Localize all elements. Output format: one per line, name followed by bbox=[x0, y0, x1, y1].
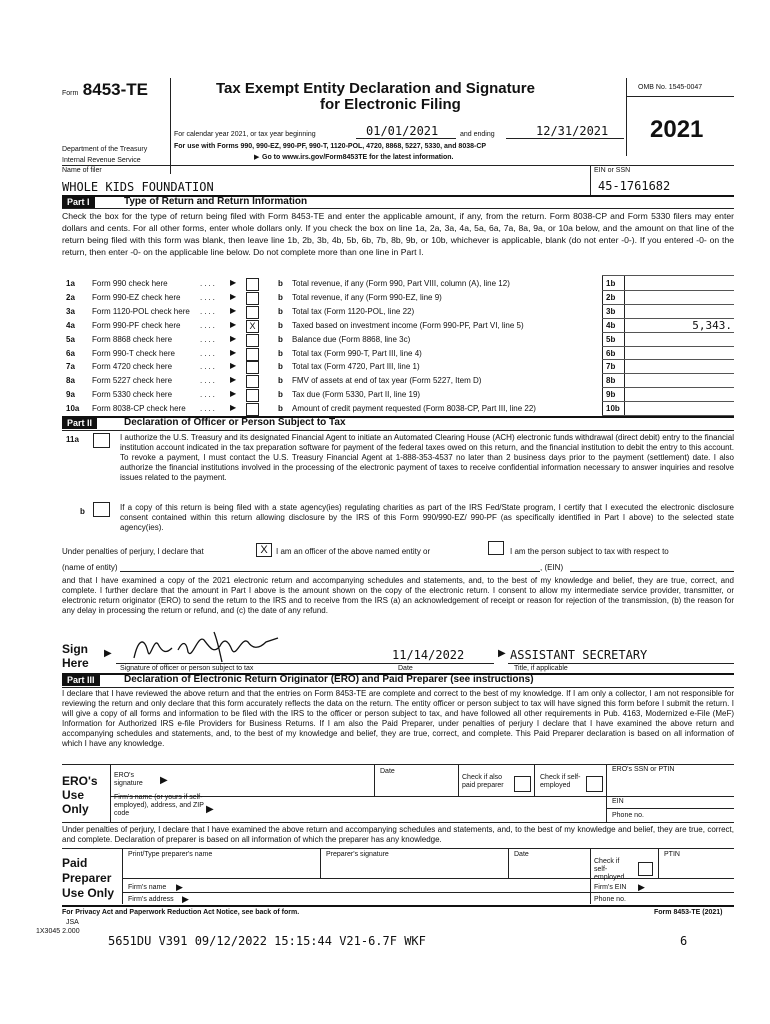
line-b-number: 8b bbox=[606, 376, 616, 385]
part1-label: Part I bbox=[62, 196, 95, 208]
ero-self-employed-label: Check if self-employed bbox=[540, 774, 581, 789]
perjury-start: Under penalties of perjury, I declare that bbox=[62, 547, 204, 556]
line-11a-checkbox[interactable] bbox=[93, 433, 110, 448]
line-a-number: 3a bbox=[66, 307, 75, 316]
line-b-text: Total revenue, if any (Form 990-EZ, line 9) bbox=[292, 293, 442, 302]
line-b-text: Balance due (Form 8868, line 3c) bbox=[292, 335, 411, 344]
amount-row-line bbox=[602, 401, 734, 402]
irs: Internal Revenue Service bbox=[62, 157, 141, 164]
ero-phone-label: Phone no. bbox=[612, 812, 644, 819]
amount-row-line bbox=[602, 275, 734, 276]
line-11a-number: 11a bbox=[66, 435, 79, 444]
line-b-number: 5b bbox=[606, 335, 616, 344]
line-a-text: Form 5227 check here bbox=[92, 376, 173, 385]
part3-title-suffix: (see instructions) bbox=[450, 674, 534, 685]
form-code: 1X3045 2.000 bbox=[36, 928, 80, 935]
part1-title: Type of Return and Return Information bbox=[124, 196, 308, 207]
sign-date[interactable]: 11/14/2022 bbox=[392, 648, 465, 662]
line-a-dots: .... bbox=[200, 362, 217, 371]
page-number: 6 bbox=[680, 934, 688, 948]
line-a-dots: .... bbox=[200, 321, 217, 330]
line-a-checkbox[interactable] bbox=[246, 348, 259, 361]
dept-treasury: Department of the Treasury bbox=[62, 146, 148, 153]
tax-year-text: For calendar year 2021, or tax year beginning bbox=[174, 131, 316, 138]
ero-declaration: I declare that I have reviewed the above return and that the entries on Form 8453-TE are complete and correct to the best of my knowledge. If I am only a collector, I am not responsible for reviewing the return and only declare that this form accurately reflects the data on the return. The entity officer or person subject to tax will have signed this form before I submit the return. I will give a copy of all forms and information to be filed with the IRS to the officer or person subject to tax, and have followed all other requirements in Pub. 4163, Modernized e-File (MeF) Information for Authorized IRS e-file Providers for Business Returns. If I am also the Paid Preparer, under penalties of perjury I declare that I have examined the above return and accompanying schedules and statements, and, to the best of my knowledge and belief, they are true, correct, and complete. This Paid Preparer declaration is based on all information of which I have any knowledge. bbox=[62, 689, 734, 748]
form-word: Form bbox=[62, 90, 79, 97]
officer-declaration: and that I have examined a copy of the 2021 electronic return and accompanying schedules and statements, and, to the best of my knowledge and belief, they are true, correct, and complete. I further declare that the amount in Part I above is the amount shown on the copy of the electronic return. I consent to allow my intermediate service provider, transmitter, or electronic return originator (ERO) to send the return to the IRS and to receive from the IRS (a) an acknowledgement of receipt or reason for rejection of the transmission, (b) the reason for any delay in processing the return or refund, and (c) the date of any refund. bbox=[62, 576, 734, 615]
line-a-number: 2a bbox=[66, 293, 75, 302]
line-b-letter: b bbox=[278, 349, 283, 358]
part1-instructions: Check the box for the type of return being filed with Form 8453-TE and enter the applicable amount, if any, from the return. Form 8038-CP and Form 5330 filers may enter dollars and cents. For all other forms, enter whole dollars only. If you check the box on line 1a, 2a, 3a, 4a, 5a, 6a, 7a, 8a, 9a, or 10a below, and the amount on that line of the return being filed with this form was blank, then leave line 1b, 2b, 3b, 4b, 5b, 6b, 7b, 8b, 9b, or 10b, whichever is applicable, blank (do not enter -0-). If you entered -0- on the return, then enter -0- on the applicable line below. Do not complete more than one line in Part I. bbox=[62, 211, 734, 257]
paid-title1: Paid bbox=[62, 856, 88, 870]
preparer-self-employed-box[interactable] bbox=[638, 862, 653, 876]
ero-date-label: Date bbox=[380, 768, 395, 775]
ero-ssn-label: ERO's SSN or PTIN bbox=[612, 766, 675, 773]
entity-ein-label: , (EIN) bbox=[540, 563, 564, 572]
ending-text: and ending bbox=[460, 131, 495, 138]
amount-row-line bbox=[602, 387, 734, 388]
firms-ein-label: Firm's EIN bbox=[594, 884, 627, 891]
line-a-dots: .... bbox=[200, 335, 217, 344]
ein-label: EIN or SSN bbox=[594, 167, 631, 174]
ptin-label: PTIN bbox=[664, 851, 680, 858]
arrow-icon: ▶ bbox=[254, 154, 260, 161]
line-b-number: 6b bbox=[606, 349, 616, 358]
paid-title2: Preparer bbox=[62, 871, 112, 885]
privacy-notice: For Privacy Act and Paperwork Reduction Act Notice, see back of form. bbox=[62, 909, 300, 916]
line-b-number: 1b bbox=[606, 279, 616, 288]
paid-title3: Use Only bbox=[62, 886, 115, 900]
omb-number: OMB No. 1545-0047 bbox=[638, 84, 703, 91]
officer-signature bbox=[128, 630, 328, 664]
ero-title3: Only bbox=[62, 802, 89, 816]
sign-here-line1: Sign bbox=[62, 642, 88, 656]
form-number-block bbox=[62, 80, 148, 100]
line-a-checkbox[interactable] bbox=[246, 278, 259, 291]
preparer-signature-label: Preparer's signature bbox=[326, 851, 389, 858]
preparer-phone-label: Phone no. bbox=[594, 896, 626, 903]
check-arrow-icon: ▶ bbox=[230, 334, 237, 343]
line-b-text: Total tax (Form 4720, Part III, line 1) bbox=[292, 362, 420, 371]
firms-name-label: Firm's name bbox=[128, 884, 167, 891]
line-a-dots: .... bbox=[200, 307, 217, 316]
part3-label: Part III bbox=[62, 674, 100, 686]
ero-signature-label: ERO's signature bbox=[114, 772, 143, 787]
line-a-checkbox[interactable] bbox=[246, 361, 259, 374]
line-a-checkbox[interactable] bbox=[246, 403, 259, 416]
line-a-dots: .... bbox=[200, 404, 217, 413]
line-b-number: 9b bbox=[606, 390, 616, 399]
ero-sig-arrow-icon: ▶ bbox=[160, 775, 168, 786]
line-a-number: 1a bbox=[66, 279, 75, 288]
line-b-number: 10b bbox=[606, 404, 620, 413]
check-arrow-icon: ▶ bbox=[230, 278, 237, 287]
line-b-letter: b bbox=[278, 293, 283, 302]
sign-here-line2: Here bbox=[62, 656, 89, 670]
tax-year: 2021 bbox=[650, 116, 704, 143]
line-a-text: Form 990-T check here bbox=[92, 349, 175, 358]
firms-address-label: Firm's address bbox=[128, 896, 174, 903]
line-a-number: 5a bbox=[66, 335, 75, 344]
line-a-number: 9a bbox=[66, 390, 75, 399]
line-a-dots: .... bbox=[200, 390, 217, 399]
amount-row-line bbox=[602, 373, 734, 374]
line-b-letter: b bbox=[278, 362, 283, 371]
line-a-dots: .... bbox=[200, 376, 217, 385]
amount-row-line bbox=[602, 290, 734, 291]
person-text: I am the person subject to tax with respect to bbox=[510, 547, 669, 556]
ero-title1: ERO's bbox=[62, 774, 98, 788]
person-checkbox[interactable] bbox=[488, 541, 504, 555]
line-a-text: Form 8038-CP check here bbox=[92, 404, 186, 413]
line-a-checkbox[interactable] bbox=[246, 334, 259, 347]
line-a-number: 8a bbox=[66, 376, 75, 385]
officer-checkbox[interactable]: X bbox=[256, 543, 272, 557]
line-a-dots: .... bbox=[200, 349, 217, 358]
line-b-letter: b bbox=[278, 307, 283, 316]
amount-row-line bbox=[602, 332, 734, 333]
line-a-checkbox[interactable] bbox=[246, 306, 259, 319]
line-b-number: 4b bbox=[606, 321, 616, 330]
signature-label: Signature of officer or person subject to tax bbox=[120, 665, 254, 672]
line-b-text: Total tax (Form 990-T, Part III, line 4) bbox=[292, 349, 422, 358]
line-11b-checkbox[interactable] bbox=[93, 502, 110, 517]
part2-label: Part II bbox=[62, 417, 97, 429]
officer-text: I am an officer of the above named entity or bbox=[276, 547, 431, 556]
part2-title: Declaration of Officer or Person Subject to Tax bbox=[124, 417, 346, 428]
line-11b-text: If a copy of this return is being filed with a state agency(ies) regulating charities as part of the IRS Fed/State program, I certify that I executed the electronic disclosure consent contained within this return allowing disclosure by the IRS of this Form 990/990-EZ/ 990-PF (as specifically identified in Part I above) to the selected state agency(ies). bbox=[120, 503, 734, 532]
name-of-filer-label: Name of filer bbox=[62, 167, 102, 174]
line-b-text: FMV of assets at end of tax year (Form 5227, Item D) bbox=[292, 376, 482, 385]
ero-title2: Use bbox=[62, 788, 85, 802]
end-date: 12/31/2021 bbox=[536, 124, 609, 138]
begin-date: 01/01/2021 bbox=[366, 124, 439, 138]
date-label: Date bbox=[398, 665, 413, 672]
filer-ein[interactable]: 45-1761682 bbox=[598, 179, 671, 193]
firms-ein-arrow-icon: ▶ bbox=[638, 882, 645, 892]
amount-row-line bbox=[602, 346, 734, 347]
line-a-dots: .... bbox=[200, 279, 217, 288]
form-title-line1: Tax Exempt Entity Declaration and Signature bbox=[216, 80, 535, 97]
line-11b-number: b bbox=[80, 507, 85, 516]
title-arrow-icon: ▶ bbox=[498, 648, 506, 659]
firms-name-arrow-icon: ▶ bbox=[176, 882, 183, 892]
check-arrow-icon: ▶ bbox=[230, 348, 237, 357]
part3-title bbox=[124, 674, 534, 685]
preparer-perjury: Under penalties of perjury, I declare that I have examined the above return and accompanying schedules and statements, and, to the best of my knowledge and belief, they are true, correct, and complete. Declaration of preparer is based on all information of which the preparer has any knowledge. bbox=[62, 825, 734, 844]
line-a-dots: .... bbox=[200, 293, 217, 302]
processing-stamp: 5651DU V391 09/12/2022 15:15:44 V21-6.7F WKF bbox=[108, 934, 426, 948]
line-b-amount[interactable]: 5,343. bbox=[692, 319, 732, 332]
line-b-letter: b bbox=[278, 321, 283, 330]
form-number: 8453-TE bbox=[82, 80, 148, 99]
line-a-number: 7a bbox=[66, 362, 75, 371]
name-of-entity-label: (name of entity) bbox=[62, 563, 118, 572]
line-b-letter: b bbox=[278, 376, 283, 385]
firms-address-arrow-icon: ▶ bbox=[182, 894, 189, 904]
ero-check-also-box[interactable] bbox=[514, 776, 531, 792]
line-a-checkbox[interactable] bbox=[246, 292, 259, 305]
ero-self-employed-box[interactable] bbox=[586, 776, 603, 792]
line-a-text: Form 8868 check here bbox=[92, 335, 173, 344]
line-a-text: Form 990-PF check here bbox=[92, 321, 181, 330]
line-11a-text: I authorize the U.S. Treasury and its designated Financial Agent to initiate an Automated Clearing House (ACH) electronic funds withdrawal (direct debit) entry to the financial institution account indicated in the tax preparation software for payment of the federal taxes owed on this return, and the financial institution to debit the entry to this account. To revoke a payment, I must contact the U.S. Treasury Financial Agent at 1-888-353-4537 no later than 2 business days prior to the payment (settlement) date. I also authorize the financial institutions involved in the processing of the electronic payment of taxes to receive confidential information necessary to answer inquiries and resolve issues related to the payment. bbox=[120, 433, 734, 482]
check-arrow-icon: ▶ bbox=[230, 375, 237, 384]
line-b-text: Total tax (Form 1120-POL, line 22) bbox=[292, 307, 415, 316]
line-a-number: 10a bbox=[66, 404, 80, 413]
line-a-checkbox[interactable]: X bbox=[246, 320, 259, 333]
line-a-number: 6a bbox=[66, 349, 75, 358]
ero-firm-arrow-icon: ▶ bbox=[206, 804, 214, 815]
line-b-letter: b bbox=[278, 335, 283, 344]
check-arrow-icon: ▶ bbox=[230, 320, 237, 329]
form-title-line2: for Electronic Filing bbox=[320, 96, 461, 113]
amount-row-line bbox=[602, 359, 734, 360]
amount-row-line bbox=[602, 304, 734, 305]
check-arrow-icon: ▶ bbox=[230, 403, 237, 412]
line-b-number: 2b bbox=[606, 293, 616, 302]
ero-check-also-label: Check if also paid preparer bbox=[462, 774, 504, 789]
sign-arrow-icon: ▶ bbox=[104, 648, 112, 659]
preparer-self-employed-label: Check if self-employed bbox=[594, 858, 625, 881]
jsa-label: JSA bbox=[66, 919, 79, 926]
line-b-number: 7b bbox=[606, 362, 616, 371]
preparer-date-label: Date bbox=[514, 851, 529, 858]
form-reference: Form 8453-TE (2021) bbox=[654, 909, 723, 916]
line-a-text: Form 1120-POL check here bbox=[92, 307, 190, 316]
go-to-text: Go to www.irs.gov/Form8453TE for the latest information. bbox=[262, 154, 454, 161]
ero-firm-label: Firm's name (or yours if self-employed), address, and ZIP code bbox=[114, 794, 204, 817]
line-b-letter: b bbox=[278, 390, 283, 399]
line-b-text: Taxed based on investment income (Form 990-PF, Part VI, line 5) bbox=[292, 321, 524, 330]
title-label: Title, if applicable bbox=[514, 665, 568, 672]
line-a-text: Form 990-EZ check here bbox=[92, 293, 181, 302]
print-name-label: Print/Type preparer's name bbox=[128, 851, 213, 858]
check-arrow-icon: ▶ bbox=[230, 292, 237, 301]
line-b-letter: b bbox=[278, 279, 283, 288]
line-a-text: Form 4720 check here bbox=[92, 362, 173, 371]
filer-name[interactable]: WHOLE KIDS FOUNDATION bbox=[62, 180, 214, 194]
line-a-number: 4a bbox=[66, 321, 75, 330]
check-arrow-icon: ▶ bbox=[230, 306, 237, 315]
part3-title-text: Declaration of Electronic Return Originator (ERO) and Paid Preparer bbox=[124, 674, 448, 685]
line-a-text: Form 5330 check here bbox=[92, 390, 173, 399]
line-a-text: Form 990 check here bbox=[92, 279, 168, 288]
ero-ein-label: EIN bbox=[612, 798, 624, 805]
check-arrow-icon: ▶ bbox=[230, 389, 237, 398]
line-a-checkbox[interactable] bbox=[246, 389, 259, 402]
amount-row-line bbox=[602, 318, 734, 319]
line-b-text: Tax due (Form 5330, Part II, line 19) bbox=[292, 390, 421, 399]
line-b-letter: b bbox=[278, 404, 283, 413]
line-b-number: 3b bbox=[606, 307, 616, 316]
sign-title[interactable]: ASSISTANT SECRETARY bbox=[510, 648, 648, 662]
line-a-checkbox[interactable] bbox=[246, 375, 259, 388]
check-arrow-icon: ▶ bbox=[230, 361, 237, 370]
line-b-text: Total revenue, if any (Form 990, Part VIII, column (A), line 12) bbox=[292, 279, 510, 288]
line-b-text: Amount of credit payment requested (Form 8038-CP, Part III, line 22) bbox=[292, 404, 536, 413]
use-with-text: For use with Forms 990, 990-EZ, 990-PF, 990-T, 1120-POL, 4720, 8868, 5227, 5330, and 8038-CP bbox=[174, 143, 487, 150]
